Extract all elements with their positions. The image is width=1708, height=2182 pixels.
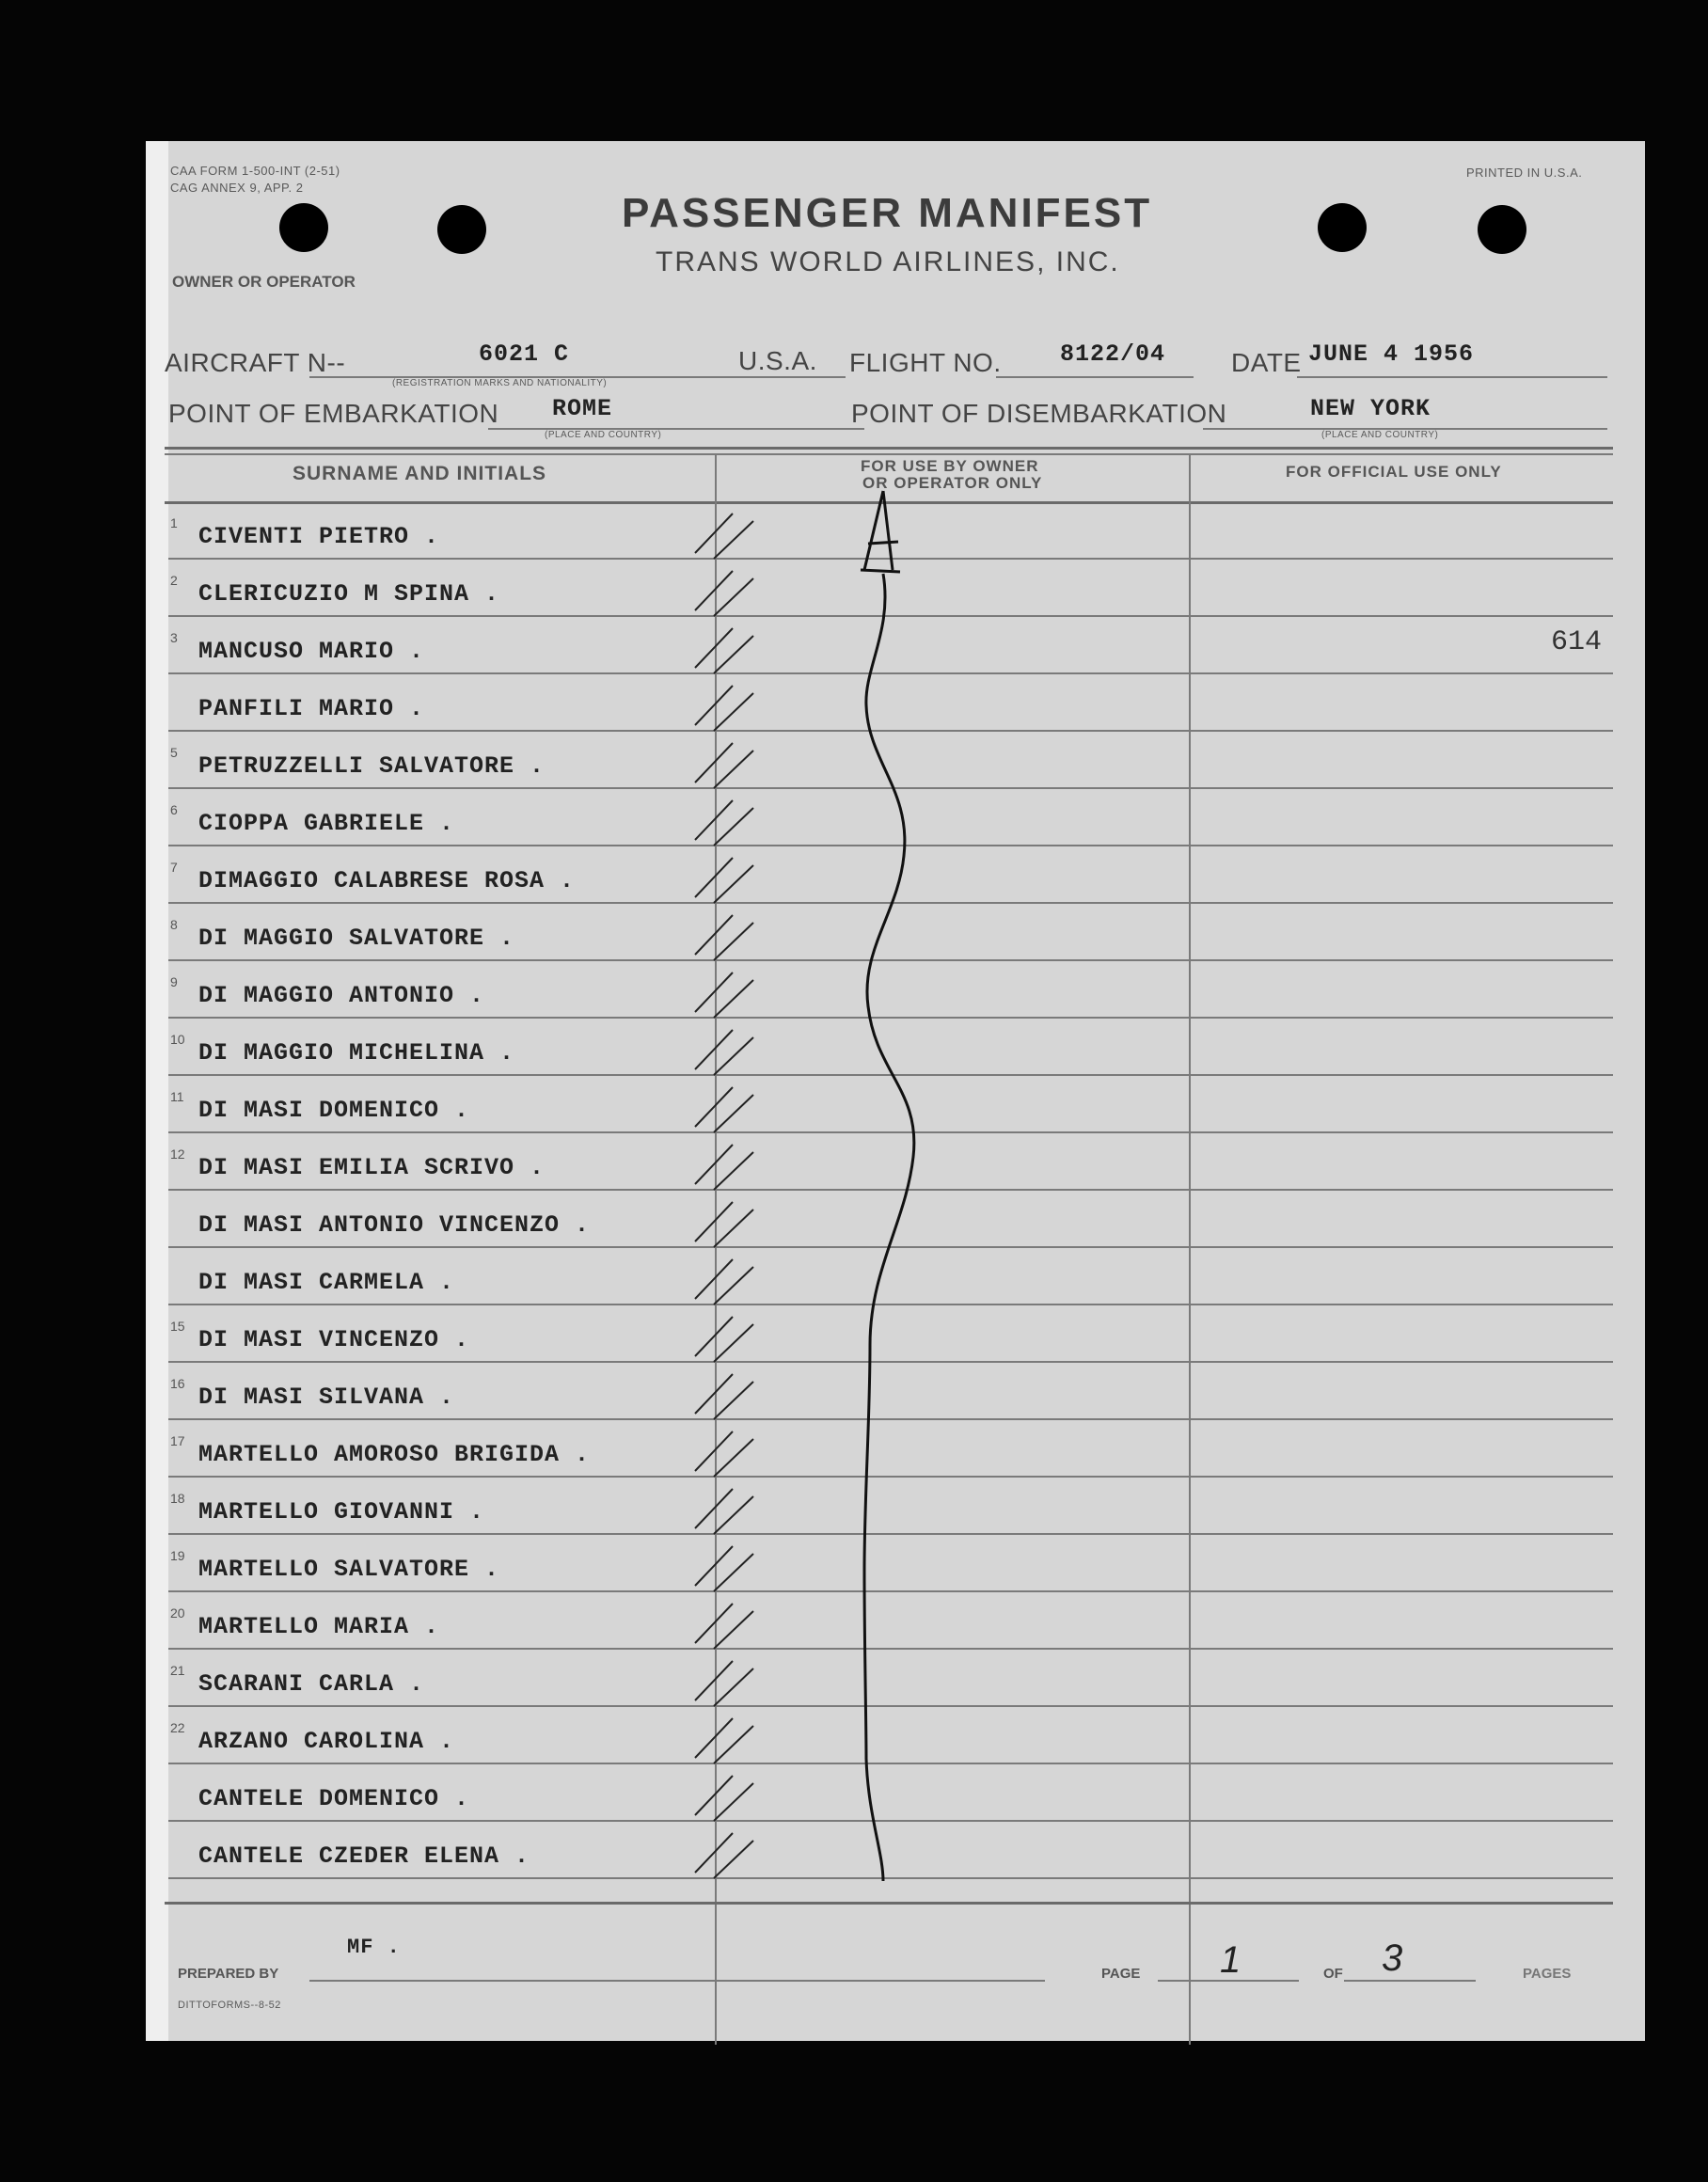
usa-label: U.S.A. [738, 346, 817, 375]
passenger-name: PETRUZZELLI SALVATORE . [198, 752, 546, 780]
passenger-name: CIVENTI PIETRO . [198, 523, 440, 550]
check-mark [695, 915, 753, 960]
row-number: 20 [170, 1605, 185, 1621]
passenger-name: MARTELLO SALVATORE . [198, 1556, 500, 1583]
row-number: 12 [170, 1146, 185, 1162]
check-mark [695, 800, 753, 846]
registration-note: (REGISTRATION MARKS AND NATIONALITY) [392, 378, 608, 388]
form-code: CAA FORM 1-500-INT (2-51) [170, 164, 340, 178]
check-mark [695, 628, 753, 673]
passenger-name: MANCUSO MARIO . [198, 638, 425, 665]
manifest-form [146, 141, 1645, 2041]
official-note: 614 [1551, 626, 1603, 658]
passenger-name: PANFILI MARIO . [198, 695, 425, 722]
company-name: TRANS WORLD AIRLINES, INC. [656, 246, 1120, 277]
passenger-name: MARTELLO GIOVANNI . [198, 1498, 485, 1526]
row-number: 22 [170, 1720, 185, 1735]
check-mark [695, 1546, 753, 1591]
row-number: 9 [170, 974, 178, 989]
handwritten-marks [168, 141, 1668, 2041]
embark-value: ROME [552, 395, 613, 422]
disembark-note: (PLACE AND COUNTRY) [1321, 430, 1439, 440]
check-mark [695, 1317, 753, 1362]
date-label: DATE [1231, 348, 1302, 377]
prepared-label: PREPARED BY [178, 1966, 279, 1982]
check-mark [695, 1661, 753, 1706]
passenger-name: DI MASI ANTONIO VINCENZO . [198, 1211, 591, 1239]
check-mark [695, 1087, 753, 1132]
row-number: 5 [170, 745, 178, 760]
row-number: 7 [170, 860, 178, 875]
row-number: 8 [170, 917, 178, 932]
passenger-name: CANTELE DOMENICO . [198, 1785, 470, 1812]
row-number: 10 [170, 1032, 185, 1047]
owner-label: OWNER OR OPERATOR [172, 273, 356, 291]
page-label: PAGE [1101, 1966, 1141, 1982]
passenger-name: DI MASI EMILIA SCRIVO . [198, 1154, 546, 1181]
date-value: JUNE 4 1956 [1308, 340, 1475, 368]
embark-label: POINT OF EMBARKATION [168, 399, 499, 428]
check-mark [695, 686, 753, 731]
check-mark [695, 972, 753, 1018]
row-number: 21 [170, 1663, 185, 1678]
passenger-name: DI MASI DOMENICO . [198, 1097, 470, 1124]
check-mark [695, 1718, 753, 1763]
row-number: 15 [170, 1319, 185, 1334]
passenger-name: MARTELLO MARIA . [198, 1613, 440, 1640]
check-mark [695, 1604, 753, 1649]
aircraft-label: AIRCRAFT N-- [165, 348, 346, 377]
row-number: 16 [170, 1376, 185, 1391]
passenger-name: CANTELE CZEDER ELENA . [198, 1842, 530, 1870]
row-number: 3 [170, 630, 178, 645]
passenger-name: DIMAGGIO CALABRESE ROSA . [198, 867, 576, 894]
total-pages: 3 [1382, 1937, 1403, 1979]
embark-note: (PLACE AND COUNTRY) [545, 430, 662, 440]
printed-note: PRINTED IN U.S.A. [1466, 166, 1583, 180]
col-owner-use-2: OR OPERATOR ONLY [862, 474, 1043, 492]
row-number: 1 [170, 515, 178, 530]
passenger-name: DI MASI CARMELA . [198, 1269, 455, 1296]
col-official: FOR OFFICIAL USE ONLY [1286, 463, 1502, 481]
row-number: 6 [170, 802, 178, 817]
col-owner-use-1: FOR USE BY OWNER [861, 457, 1039, 475]
check-mark [695, 1030, 753, 1075]
passenger-name: DI MAGGIO ANTONIO . [198, 982, 485, 1009]
disembark-label: POINT OF DISEMBARKATION [851, 399, 1227, 428]
row-number: 11 [170, 1089, 184, 1104]
passenger-name: CLERICUZIO M SPINA . [198, 580, 500, 608]
flight-number: 8122/04 [1060, 340, 1166, 368]
printer-note: DITTOFORMS--8-52 [178, 2000, 281, 2011]
form-annex: CAG ANNEX 9, APP. 2 [170, 181, 304, 195]
check-mark [695, 1833, 753, 1878]
passenger-name: MARTELLO AMOROSO BRIGIDA . [198, 1441, 591, 1468]
check-mark [695, 1145, 753, 1190]
passenger-name: CIOPPA GABRIELE . [198, 810, 455, 837]
passenger-name: DI MASI VINCENZO . [198, 1326, 470, 1353]
page-number: 1 [1220, 1939, 1241, 1981]
check-mark [695, 1259, 753, 1304]
check-mark [695, 1489, 753, 1534]
passenger-name: ARZANO CAROLINA . [198, 1728, 455, 1755]
check-mark [695, 571, 753, 616]
check-mark [695, 1374, 753, 1419]
passenger-name: SCARANI CARLA . [198, 1670, 425, 1698]
passenger-name: DI MAGGIO SALVATORE . [198, 925, 515, 952]
check-mark [695, 1431, 753, 1477]
flight-label: FLIGHT NO. [849, 348, 1002, 377]
passenger-name: DI MAGGIO MICHELINA . [198, 1039, 515, 1067]
prepared-initials: MF . [347, 1936, 401, 1959]
row-number: 18 [170, 1491, 185, 1506]
check-mark [695, 1202, 753, 1247]
check-mark [695, 858, 753, 903]
col-surname: SURNAME AND INITIALS [293, 463, 547, 484]
passenger-name: DI MASI SILVANA . [198, 1384, 455, 1411]
check-mark [695, 1776, 753, 1821]
row-number: 19 [170, 1548, 185, 1563]
disembark-value: NEW YORK [1310, 395, 1431, 422]
row-number: 17 [170, 1433, 185, 1448]
of-label: OF [1323, 1966, 1343, 1982]
aircraft-value: 6021 C [479, 340, 570, 368]
check-mark [695, 743, 753, 788]
page-title: PASSENGER MANIFEST [622, 190, 1153, 236]
row-number: 2 [170, 573, 178, 588]
pages-label: PAGES [1523, 1966, 1572, 1982]
check-mark [695, 514, 753, 559]
